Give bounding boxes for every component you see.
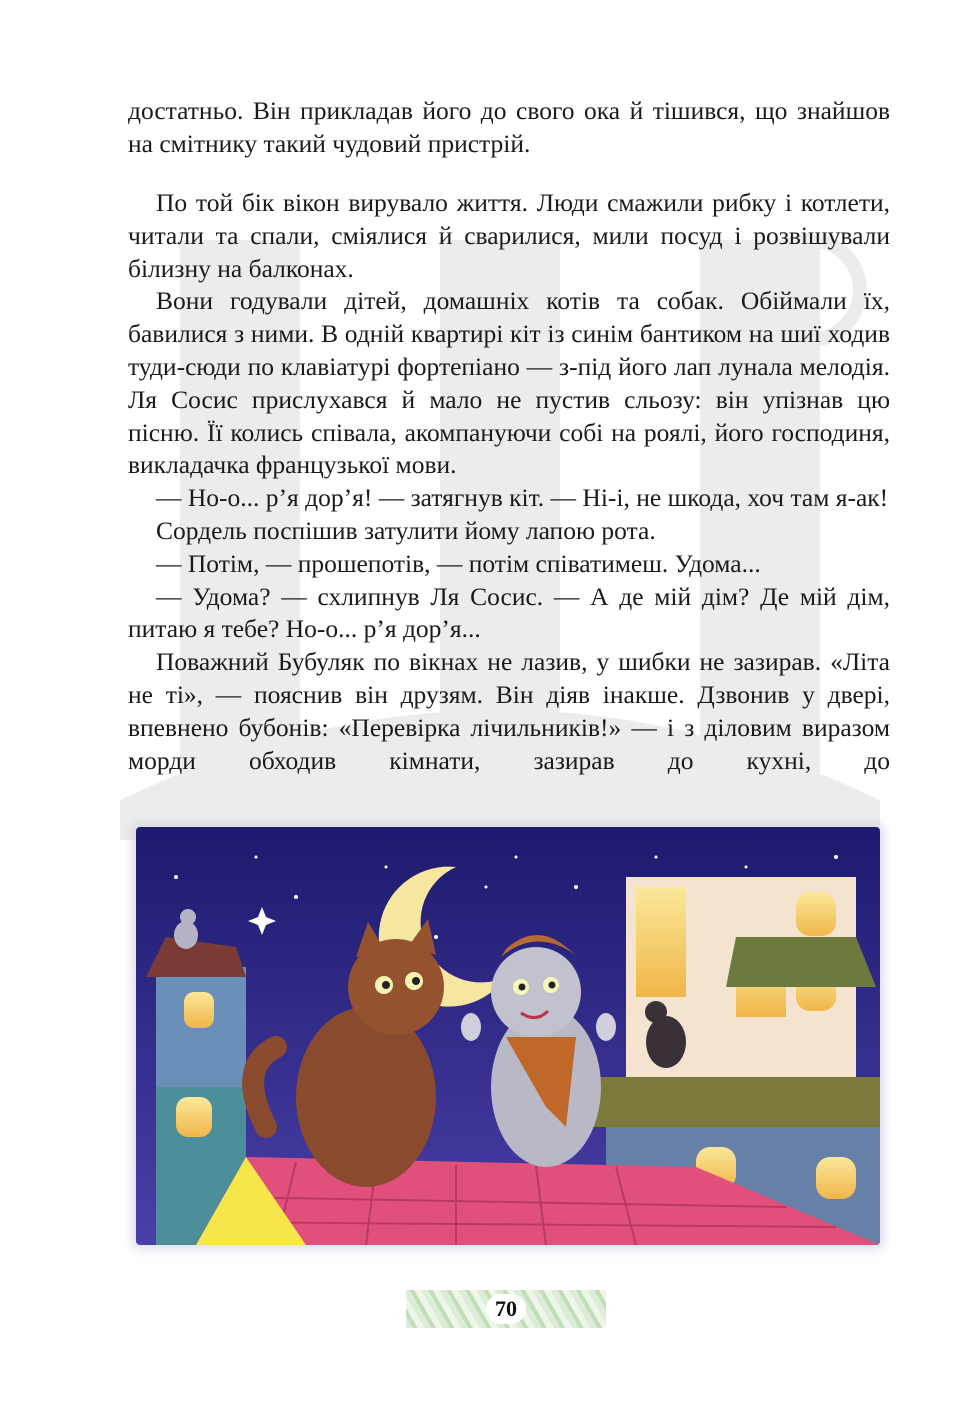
paragraph: — Потім, — прошепотів, — потім співатимеш. Удома... [156, 548, 761, 578]
paragraph: Поважний Бубуляк по вікнах не лазив, у шибки не зазирав. «Літа не ті», — пояснив він друзям. Він діяв інакше. Дзвонив у двері, впевнено бубонів: «Перевірка лічильників!» — і з діловим виразом морди обходив кімнати, зазирав до кухні, до [128, 647, 890, 775]
page-footer [406, 1290, 606, 1328]
night-scene-image [136, 827, 880, 1245]
paragraph: Сордель поспішив затулити йому лапою рота. [156, 515, 656, 545]
text-block-top [128, 95, 890, 161]
paragraph: — Удома? — схлипнув Ля Сосис. — А де мій дім? Де мій дім, питаю я тебе? Но-о... р’я дор’я... [128, 581, 890, 644]
paragraph: достатньо. Він прикладав його до свого ока й тішився, що знайшов на смітнику такий чудовий пристрій. [128, 96, 890, 158]
page-number: 70 [486, 1294, 526, 1324]
illustration-cats-on-roof [136, 827, 880, 1245]
paragraph: — Но-о... р’я дор’я! — затягнув кіт. — Ні-і, не шкода, хоч там я-ак! [156, 483, 889, 513]
text-block-main [128, 187, 890, 777]
paragraph: Вони годували дітей, домашніх котів та собак. Обіймали їх, бавилися з ними. В одній квартирі кіт із синім бантиком на шиї ходив туди-сюди по клавіатурі фортепіано — з-під його лап лунала мелодія. Ля Сосис прислухався й мало не пустив сльозу: він упізнав цю пісню. Її колись співала, акомпануючи собі на роялі, його господиня, викладачка французької мови. [128, 286, 890, 480]
paragraph: По той бік вікон вирувало життя. Люди смажили рибку і котлети, читали та спали, сміялися й сварилися, мили посуд і розвішували білизну на балконах. [128, 188, 890, 283]
